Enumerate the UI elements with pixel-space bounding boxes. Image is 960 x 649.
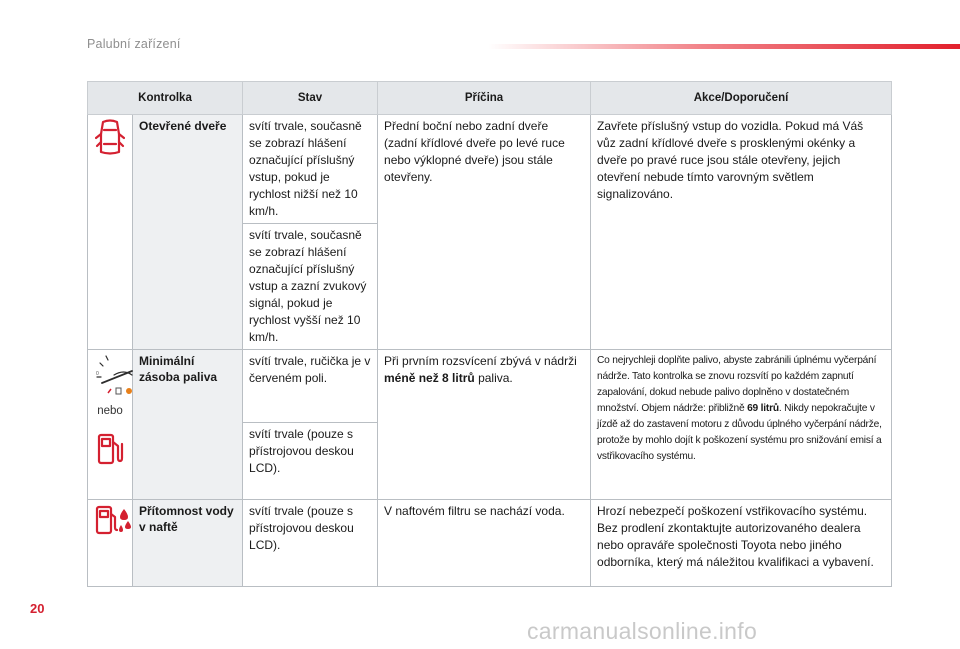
or-label: nebo <box>97 405 123 417</box>
state-text: svítí trvale, současně se zobrazí hlášení označující příslušný vstup, pokud je rychlost nižší než 10 km/h. <box>243 115 378 224</box>
svg-text:0: 0 <box>96 371 99 377</box>
action-text: Co nejrychleji doplňte palivo, abyste zabránili úplnému vyčerpání nádrže. Tato kontrolka se znovu rozsvítí po každém zapnutí zapalování, dokud nebude palivo doplněno v dostatečném množství. Objem nádrže: přibližně <box>597 355 877 414</box>
table-row <box>88 500 892 587</box>
state-text: svítí trvale (pouze s přístrojovou deskou LCD). <box>243 500 378 587</box>
state-text: svítí trvale, současně se zobrazí hlášení označující příslušný vstup a zazní zvukový signál, pokud je rychlost vyšší než 10 km/h. <box>243 224 378 350</box>
action-cell <box>591 350 892 500</box>
icon-cell <box>88 115 133 350</box>
fuel-pump-icon <box>95 432 125 466</box>
cause-highlight: méně než 8 litrů <box>384 371 475 385</box>
table-row <box>88 115 892 224</box>
icon-cell <box>88 350 133 500</box>
cause-text: Přední boční nebo zadní dveře (zadní křídlové dveře po levé ruce nebo výklopné dveře) jsou stále otevřeny. <box>378 115 591 350</box>
page-number: 20 <box>30 601 45 616</box>
cause-text: V naftovém filtru se nachází voda. <box>378 500 591 587</box>
warning-name: Minimální zásoba paliva <box>133 350 243 500</box>
header-accent-stripe <box>488 44 960 49</box>
section-title: Palubní zařízení <box>87 37 181 51</box>
water-in-fuel-icon <box>94 503 134 537</box>
action-text-continued: . Nikdy nepokračujte v jízdě až do zastavení motoru z důvodu úplného vyčerpání nádrže, protože by mohlo dojít k poškození systému pro snižování emisí a vstřikovacího systému. <box>597 403 882 462</box>
watermark: carmanualsonline.info <box>527 618 758 644</box>
cause-suffix: paliva. <box>478 371 513 385</box>
action-highlight: 69 litrů <box>747 403 779 414</box>
column-header-akce: Akce/Doporučení <box>591 82 892 115</box>
warning-name: Otevřené dveře <box>133 115 243 350</box>
column-header-pricina: Příčina <box>378 82 591 115</box>
table-row <box>88 350 892 423</box>
action-text: Hrozí nebezpečí poškození vstřikovacího systému. Bez prodlení zkontaktujte autorizovaného dealera nebo opraváře společnosti Toyota nebo jiného odborníka, který má náležitou kvalifikaci a vybavení. <box>591 500 892 587</box>
state-text: svítí trvale, ručička je v červeném poli. <box>243 350 378 423</box>
open-door-icon <box>95 118 125 158</box>
table-header-row <box>88 82 892 115</box>
fuel-gauge-icon <box>94 353 136 397</box>
cause-text: Při prvním rozsvícení zbývá v nádrži <box>384 354 577 368</box>
icon-cell <box>88 500 133 587</box>
warning-name: Přítomnost vody v naftě <box>133 500 243 587</box>
column-header-kontrolka: Kontrolka <box>88 82 243 115</box>
warning-lights-table <box>87 81 892 587</box>
state-text: svítí trvale (pouze s přístrojovou deskou LCD). <box>243 423 378 500</box>
cause-cell <box>378 350 591 500</box>
action-text: Zavřete příslušný vstup do vozidla. Pokud má Váš vůz zadní křídlové dveře s prosklenými okénky a dveře po pravé ruce jsou stále otevřeny, jejich otevření nebude tímto varovným světlem signalizováno. <box>591 115 892 350</box>
column-header-stav: Stav <box>243 82 378 115</box>
